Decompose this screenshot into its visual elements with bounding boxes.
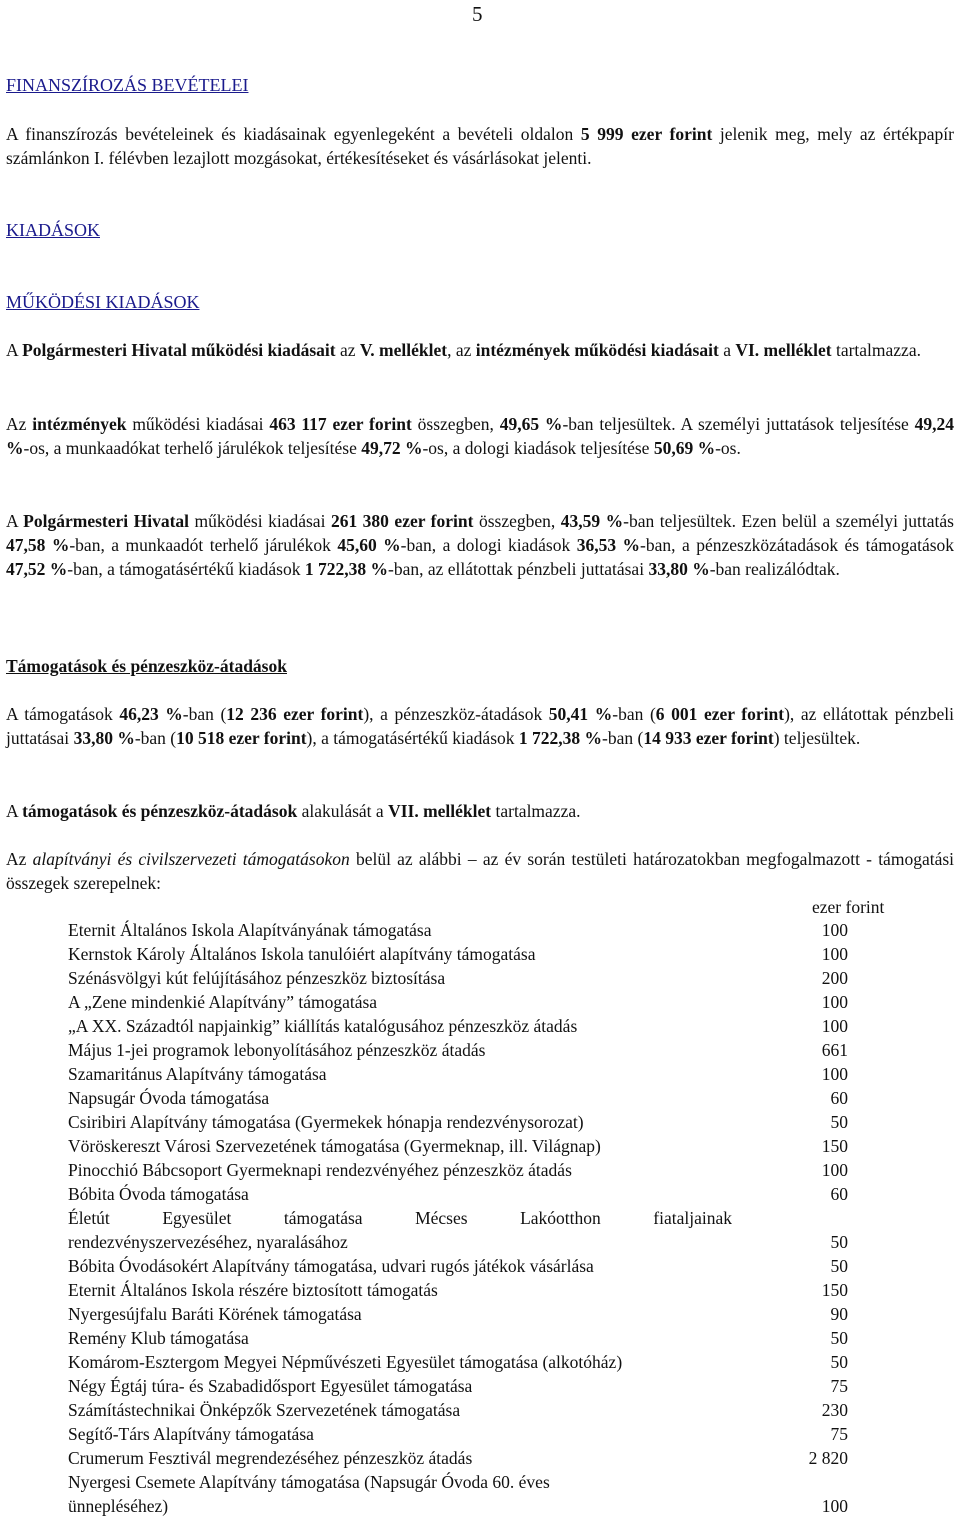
- list-item: [0, 942, 960, 966]
- grant-value: 60: [830, 1088, 848, 1108]
- grant-name: Remény Klub támogatása: [68, 1328, 249, 1348]
- list-item: [0, 1110, 960, 1134]
- grant-name: Szamaritánus Alapítvány támogatása: [68, 1064, 327, 1084]
- grant-value: 90: [830, 1304, 848, 1324]
- grant-name: Kernstok Károly Általános Iskola tanulóiért alapítvány támogatása: [68, 944, 536, 964]
- grant-value: 200: [821, 968, 848, 988]
- list-item: [0, 1038, 960, 1062]
- grant-name: Segítő-Társ Alapítvány támogatása: [68, 1424, 314, 1444]
- grant-value: 50: [830, 1232, 848, 1252]
- grant-name: Crumerum Fesztivál megrendezéséhez pénzeszköz átadás: [68, 1448, 473, 1468]
- grant-value: 2 820: [808, 1448, 848, 1468]
- grant-name: Eternit Általános Iskola Alapítványának támogatása: [68, 920, 432, 940]
- grant-name: Életút Egyesület támogatása Mécses Lakóotthon fiataljainak rendezvényszervezéséhez, nyaralásához: [68, 1208, 732, 1252]
- list-item: [0, 1062, 960, 1086]
- grant-name: Bóbita Óvoda támogatása: [68, 1184, 249, 1204]
- grant-value: 661: [821, 1040, 848, 1060]
- grant-value: 50: [830, 1256, 848, 1276]
- list-item: [0, 1278, 960, 1302]
- list-item: [0, 1182, 960, 1206]
- grant-value: 50: [830, 1328, 848, 1348]
- grant-name: Napsugár Óvoda támogatása: [68, 1088, 270, 1108]
- list-item: [0, 1254, 960, 1278]
- grant-name: A „Zene mindenkié Alapítvány” támogatása: [68, 992, 378, 1012]
- grant-name: Eternit Általános Iskola részére biztosított támogatás: [68, 1280, 438, 1300]
- operating-expenses-paragraph-1: A Polgármesteri Hivatal működési kiadásait az V. melléklet, az intézmények működési kiadásait a VI. melléklet tartalmazza.: [6, 340, 921, 360]
- grant-name: Vöröskereszt Városi Szervezetének támogatása (Gyermeknap, ill. Világnap): [68, 1136, 601, 1156]
- grant-value: 230: [821, 1400, 848, 1420]
- grant-value: 60: [830, 1184, 848, 1204]
- grant-value: 100: [821, 992, 848, 1012]
- grants-paragraph-2: A támogatások és pénzeszköz-átadások alakulását a VII. melléklet tartalmazza.: [6, 801, 581, 821]
- list-item: [0, 1446, 960, 1470]
- subheading-operating-expenses: MŰKÖDÉSI KIADÁSOK: [6, 292, 200, 312]
- list-item: [0, 1302, 960, 1326]
- list-item: [0, 990, 960, 1014]
- grant-value: 100: [821, 1160, 848, 1180]
- grant-value: 150: [821, 1136, 848, 1156]
- grant-name: Csiribiri Alapítvány támogatása (Gyermekek hónapja rendezvénysorozat): [68, 1112, 584, 1132]
- grant-value: 75: [830, 1376, 848, 1396]
- section-heading-financing: FINANSZÍROZÁS BEVÉTELEI: [6, 75, 249, 95]
- section-heading-grants: Támogatások és pénzeszköz-átadások: [6, 656, 287, 676]
- grant-name: Nyergesújfalu Baráti Körének támogatása: [68, 1304, 362, 1324]
- grants-paragraph-3: Az alapítványi és civilszervezeti támogatásokon belül az alábbi – az év során testületi határozatokban megfogalmazott - támogatási összegek szerepelnek:: [6, 849, 955, 893]
- grant-name: Bóbita Óvodásokért Alapítvány támogatása, udvari rugós játékok vásárlása: [68, 1256, 594, 1276]
- grant-name: Pinocchió Bábcsoport Gyermeknapi rendezvényéhez pénzeszköz átadás: [68, 1160, 572, 1180]
- grant-name: Május 1-jei programok lebonyolításához pénzeszköz átadás: [68, 1040, 486, 1060]
- grant-name: Komárom-Esztergom Megyei Népművészeti Egyesület támogatása (alkotóház): [68, 1352, 623, 1372]
- grant-value: 50: [830, 1352, 848, 1372]
- grant-value: 100: [821, 920, 848, 940]
- grant-name: Négy Égtáj túra- és Szabadidősport Egyesület támogatása: [68, 1376, 473, 1396]
- operating-expenses-paragraph-2: Az intézmények működési kiadásai 463 117 ezer forint összegben, 49,65 %-ban teljesültek. A személyi juttatások teljesítése 49,24 %-os, a munkaadókat terhelő járulékok teljesítése 49,72 %-os, a dologi kiadások teljesítése 50,69 %-os.: [6, 414, 955, 458]
- list-item: [0, 1374, 960, 1398]
- list-item: [0, 1422, 960, 1446]
- grant-value: 50: [830, 1112, 848, 1132]
- list-item: [0, 1470, 960, 1518]
- operating-expenses-paragraph-3: A Polgármesteri Hivatal működési kiadásai 261 380 ezer forint összegben, 43,59 %-ban teljesültek. Ezen belül a személyi juttatás 47,58 %-ban, a munkaadót terhelő járulékok 45,60 %-ban, a dologi kiadások 36,53 %-ban, a pénzeszközátadások és támogatások 47,52 %-ban, a támogatásértékű kiadások 1 722,38 %-ban, az ellátottak pénzbeli juttatásai 33,80 %-ban realizálódtak.: [6, 511, 955, 579]
- grant-name: Nyergesi Csemete Alapítvány támogatása (Napsugár Óvoda 60. éves ünnepléséhez): [68, 1472, 550, 1516]
- list-item: [0, 1326, 960, 1350]
- grant-value: 150: [821, 1280, 848, 1300]
- grants-unit-label: ezer forint: [812, 897, 885, 917]
- list-item: [0, 1086, 960, 1110]
- page-number: 5: [472, 2, 483, 26]
- financing-paragraph: A finanszírozás bevételeinek és kiadásainak egyenlegeként a bevételi oldalon 5 999 ezer forint jelenik meg, mely az értékpapír számlánkon I. félévben lezajlott mozgásokat, értékesítéseket és vásárlásokat jelenti.: [6, 124, 954, 168]
- list-item: [0, 1350, 960, 1374]
- list-item: [0, 1398, 960, 1422]
- grant-value: 100: [821, 944, 848, 964]
- grant-value: 100: [821, 1496, 848, 1516]
- grant-name: Szénásvölgyi kút felújításához pénzeszköz biztosítása: [68, 968, 446, 988]
- grant-value: 100: [821, 1064, 848, 1084]
- section-heading-expenses: KIADÁSOK: [6, 220, 100, 240]
- list-item: [0, 1158, 960, 1182]
- grant-value: 100: [821, 1016, 848, 1036]
- list-item: [0, 1206, 960, 1254]
- list-item: [0, 966, 960, 990]
- grants-list: [0, 918, 960, 1518]
- list-item: [0, 1014, 960, 1038]
- grant-value: 75: [830, 1424, 848, 1444]
- grant-name: Számítástechnikai Önképzők Szervezetének támogatása: [68, 1400, 461, 1420]
- grants-paragraph-1: A támogatások 46,23 %-ban (12 236 ezer forint), a pénzeszköz-átadások 50,41 %-ban (6 001 ezer forint), az ellátottak pénzbeli juttatásai 33,80 %-ban (10 518 ezer forint), a támogatásértékű kiadások 1 722,38 %-ban (14 933 ezer forint) teljesültek.: [6, 704, 954, 748]
- grant-name: „A XX. Századtól napjainkig” kiállítás katalógusához pénzeszköz átadás: [68, 1016, 578, 1036]
- list-item: [0, 918, 960, 942]
- list-item: [0, 1134, 960, 1158]
